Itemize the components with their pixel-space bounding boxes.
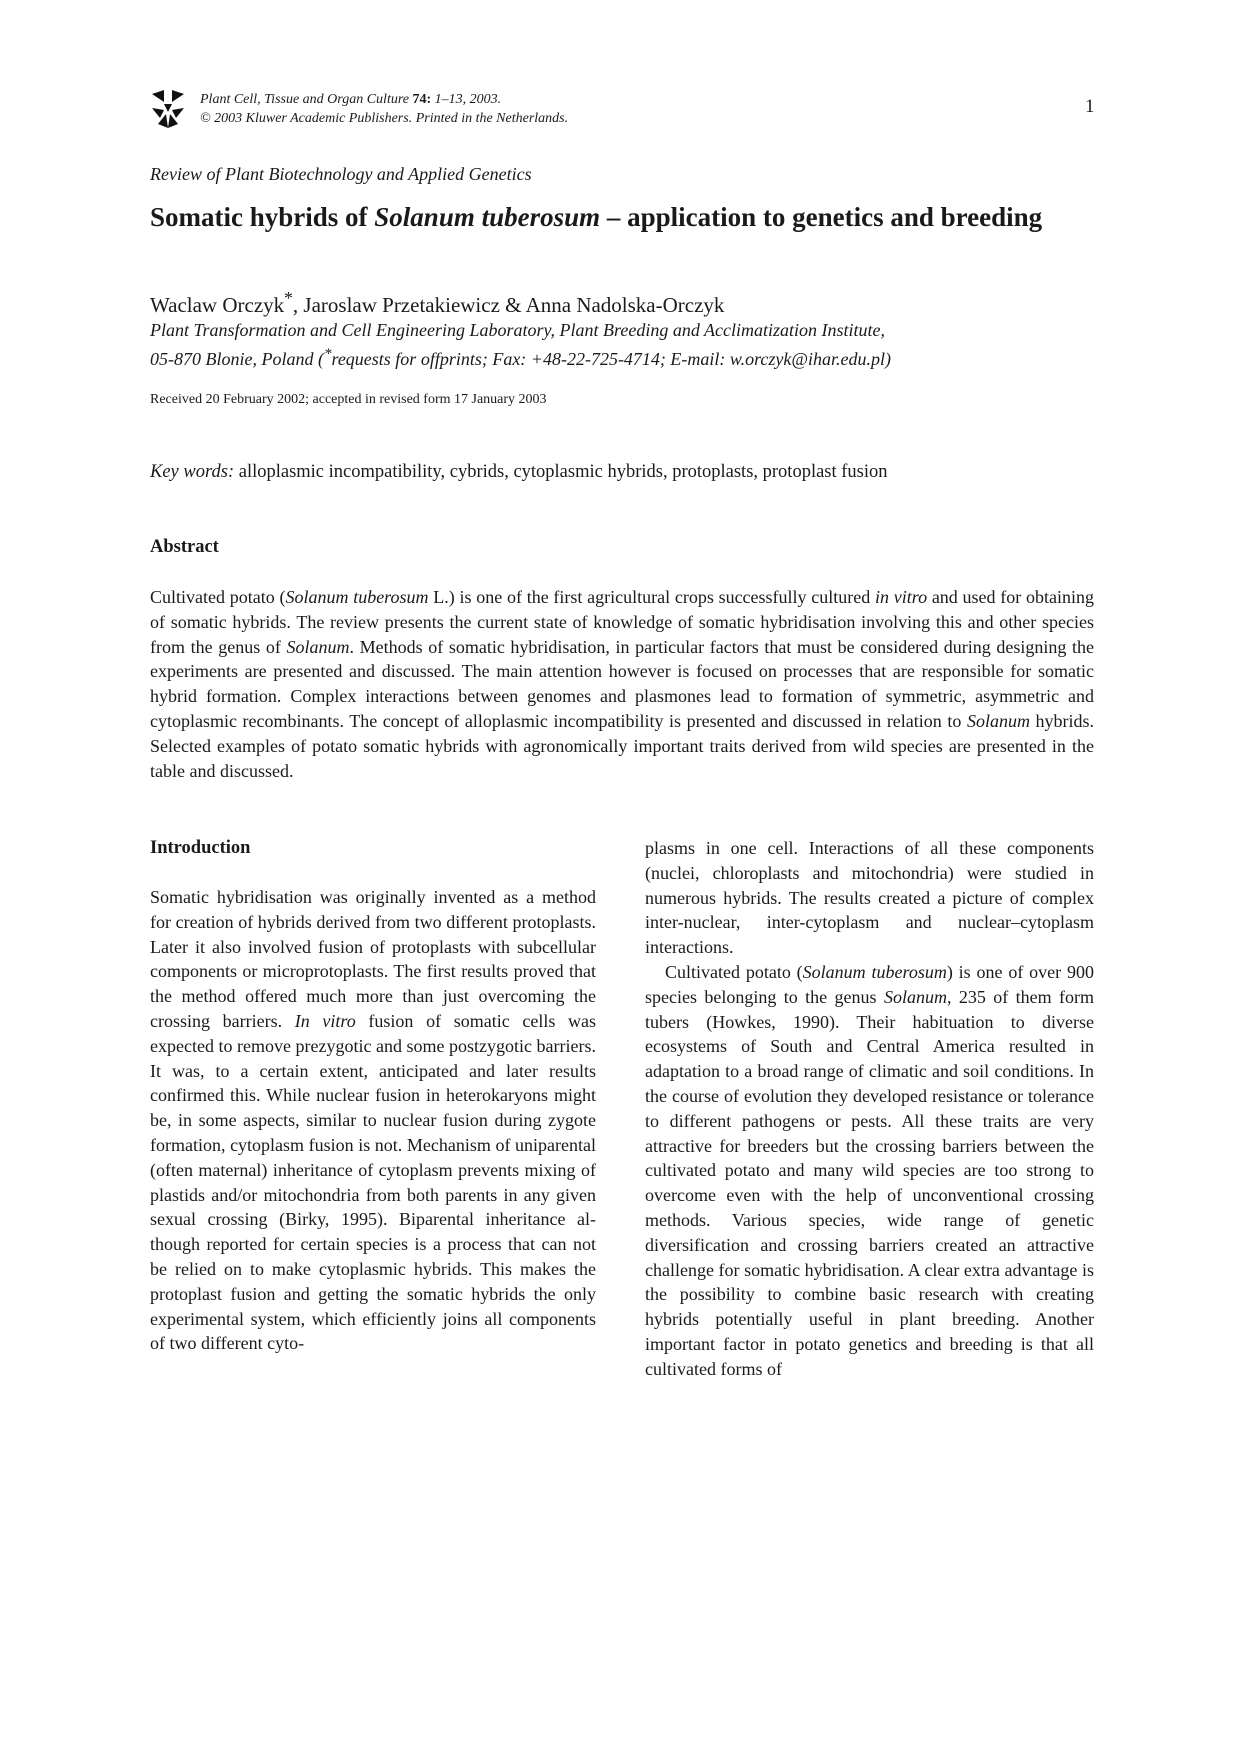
intro-text: fusion of somatic cells was expected to remove prezygotic and some postzygotic barriers. It was, to a certain extent, anticipated and later results confirmed this. While nuclear fusion in heterokaryons might be, in some aspects, similar to nuclear fusion during zygote formation, cytoplasm fusion is not. Mechanism of uniparental (often maternal) inheritance of cytoplasm prevents mixing of plastids and/or mitochondria from both parents in any given sexual crossing (Birky, 1995). Biparental inheritance although reported for certain species is a process that can not be relied on to make cytoplasmic hybrids. This makes the protoplast fusion and getting the somatic hybrids the only experimental system, which efficiently joins all components of two different cyto- xyxy=(150,1010,596,1354)
affiliation-contact: requests for offprints; Fax: +48-22-725-4714; E-mail: w.orczyk@ihar.edu.pl) xyxy=(331,349,891,369)
intro-right-column xyxy=(645,836,1094,1382)
affiliation-address: 05-870 Blonie, Poland ( xyxy=(150,349,324,369)
abstract-text: L.) is one of the first agricultural crops successfully cultured xyxy=(428,587,875,607)
intro-text: , 235 of them form tubers (Howkes, 1990). Their habituation to diverse ecosystems of South and Central America resulted in adaptation to a broad range of climatic and soil conditions. In the course of evolution they developed resistance or tolerance to different pathogens or pests. All these traits are very attractive for breeders but the crossing barriers between the cultivated potato and many wild species are too strong to overcome even with the help of unconventional crossing methods. Various species, wide range of genetic diversification and crossing barriers created an attractive challenge for somatic hybridisation. A clear extra advantage is the possibility to combine basic research with creating hybrids potentially useful in plant breeding. Another important factor in potato genetics and breeding is that all cultivated forms of xyxy=(645,986,1094,1379)
intro-left-column xyxy=(150,885,596,1356)
journal-volume: 74: xyxy=(412,92,432,107)
intro-italic: Solanum tuberosum xyxy=(802,961,947,982)
abstract-italic: in vitro xyxy=(875,587,928,607)
title-part-2: – application to genetics and breeding xyxy=(600,202,1043,232)
copyright-line: © 2003 Kluwer Academic Publishers. Printed in the Netherlands. xyxy=(200,111,569,126)
intro-paragraph xyxy=(150,885,596,1356)
intro-paragraph: plasms in one cell. Interactions of all these components (nuclei, chloroplasts and mitochondria) were studied in numerous hybrids. The results created a picture of complex inter-nuclear, inter-cytoplasm and nuclear–cytoplasm interactions. xyxy=(645,838,1094,958)
other-authors: , Jaroslaw Przetakiewicz & Anna Nadolska-Orczyk xyxy=(292,293,725,317)
page-number: 1 xyxy=(1085,96,1095,117)
abstract-italic: Solanum xyxy=(286,636,350,657)
affiliation-line-2 xyxy=(150,342,1110,371)
abstract-heading: Abstract xyxy=(150,537,219,557)
journal-pages-year: 1–13, 2003. xyxy=(434,92,502,107)
abstract-text: . Methods of somatic hybridisation, in particular factors that must be considered during designing the experiments are presented and discussed. The main attention however is focused on processes that are responsible for somatic hybrid formation. Complex interactions between genomes and plasmones lead to formation of symmetric, asymmetric and cytoplasmic recombinants. The concept of alloplasmic incompatibility is presented and discussed in relation to xyxy=(150,636,1095,731)
journal-name: Plant Cell, Tissue and Organ Culture xyxy=(200,92,409,107)
intro-text: Cultivated potato ( xyxy=(665,961,803,982)
affiliation-mark: * xyxy=(323,346,332,362)
corresponding-mark: * xyxy=(284,288,293,308)
journal-citation xyxy=(200,90,568,128)
intro-text: Somatic hybridisation was originally invented as a method for creation of hybrids derived from two different protoplasts. Later it also involved fusion of protoplasts with subcellular components or microprotoplasts. The first results proved that the method offered much more than just overcoming the crossing barriers. xyxy=(150,887,596,1031)
author-1: Waclaw Orczyk xyxy=(150,293,285,317)
abstract-body xyxy=(150,585,1094,783)
abstract-italic: Solanum tuberosum xyxy=(285,587,429,607)
intro-paragraph xyxy=(645,960,1094,1382)
author-list xyxy=(150,288,724,318)
publisher-logo-icon xyxy=(150,88,186,130)
intro-italic: Solanum xyxy=(883,986,947,1007)
received-dates: Received 20 February 2002; accepted in revised form 17 January 2003 xyxy=(150,392,547,407)
abstract-text: hybrids. Selected examples of potato somatic hybrids with agronomically important traits derived from wild species are presented in the table and discussed. xyxy=(150,710,1095,781)
abstract-text: Cultivated potato ( xyxy=(150,587,286,607)
intro-text: ) is one of over 900 species belonging to the genus xyxy=(645,961,1094,1007)
abstract-italic: Solanum xyxy=(966,710,1030,731)
title-species: Solanum tuberosum xyxy=(374,202,601,232)
intro-italic: In vitro xyxy=(294,1010,356,1031)
keywords xyxy=(150,462,888,483)
keywords-text: alloplasmic incompatibility, cybrids, cytoplasmic hybrids, protoplasts, protoplast fusion xyxy=(234,462,888,482)
affiliation-line-1: Plant Transformation and Cell Engineering Laboratory, Plant Breeding and Acclimatization Institute, xyxy=(150,320,885,340)
affiliation xyxy=(150,318,1110,371)
keywords-label: Key words: xyxy=(150,462,235,482)
introduction-heading: Introduction xyxy=(150,838,251,858)
title-part-1: Somatic hybrids of xyxy=(150,202,375,232)
section-label: Review of Plant Biotechnology and Applied Genetics xyxy=(150,164,532,184)
abstract-text: and used for obtaining of somatic hybrids. The review presents the current state of knowledge of somatic hybridisation involving this and other species from the genus of xyxy=(150,587,1094,657)
paper-title xyxy=(150,200,1100,234)
